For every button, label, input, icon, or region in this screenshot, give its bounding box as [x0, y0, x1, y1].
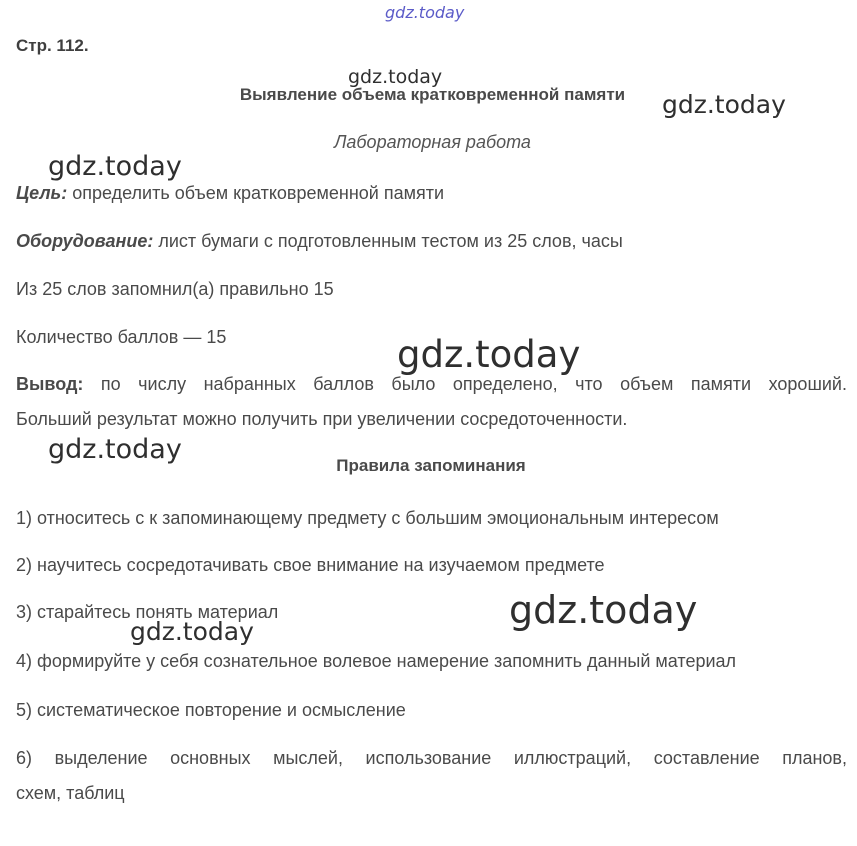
- rule-item: 6) выделение основных мыслей, использование иллюстраций, составление планов,: [16, 748, 847, 768]
- watermark: gdz.today: [130, 617, 254, 646]
- conclusion-label: Вывод:: [16, 374, 84, 394]
- equipment-text: лист бумаги с подготовленным тестом из 25 слов, часы: [153, 231, 623, 251]
- rule-item: 1) относитесь с к запоминающему предмету с большим эмоциональным интересом: [16, 508, 719, 528]
- document-title: Выявление объема кратковременной памяти: [239, 85, 626, 104]
- document-subtitle: Лабораторная работа: [334, 132, 531, 152]
- watermark: gdz.today: [397, 333, 581, 376]
- goal-text: определить объем кратковременной памяти: [67, 183, 445, 203]
- watermark: gdz.today: [48, 151, 182, 182]
- rule-item: 4) формируйте у себя сознательное волевое намерение запомнить данный материал: [16, 651, 737, 671]
- goal-label: Цель:: [16, 183, 68, 203]
- conclusion-line-1: [16, 373, 847, 395]
- score-line: Количество баллов — 15: [16, 327, 227, 347]
- rule-item-continuation: схем, таблиц: [16, 783, 125, 803]
- watermark-top: gdz.today: [385, 3, 465, 22]
- conclusion-text: по числу набранных баллов было определено, что объем памяти хороший.: [83, 374, 847, 394]
- conclusion-line-2: Больший результат можно получить при увеличении сосредоточенности.: [16, 409, 628, 429]
- rules-title: Правила запоминания: [336, 456, 526, 475]
- watermark: gdz.today: [348, 66, 443, 88]
- watermark: gdz.today: [509, 588, 698, 632]
- watermark: gdz.today: [662, 90, 786, 119]
- page-number: Стр. 112.: [16, 36, 89, 55]
- watermark: gdz.today: [48, 434, 182, 465]
- rule-item: 3) старайтесь понять материал: [16, 602, 279, 622]
- equipment-label: Оборудование:: [16, 231, 154, 251]
- equipment-line: [16, 230, 623, 252]
- rule-item: 5) систематическое повторение и осмысление: [16, 700, 406, 720]
- result-line: Из 25 слов запомнил(а) правильно 15: [16, 279, 334, 299]
- rule-item: 2) научитесь сосредотачивать свое внимание на изучаемом предмете: [16, 555, 605, 575]
- goal-line: [16, 182, 444, 204]
